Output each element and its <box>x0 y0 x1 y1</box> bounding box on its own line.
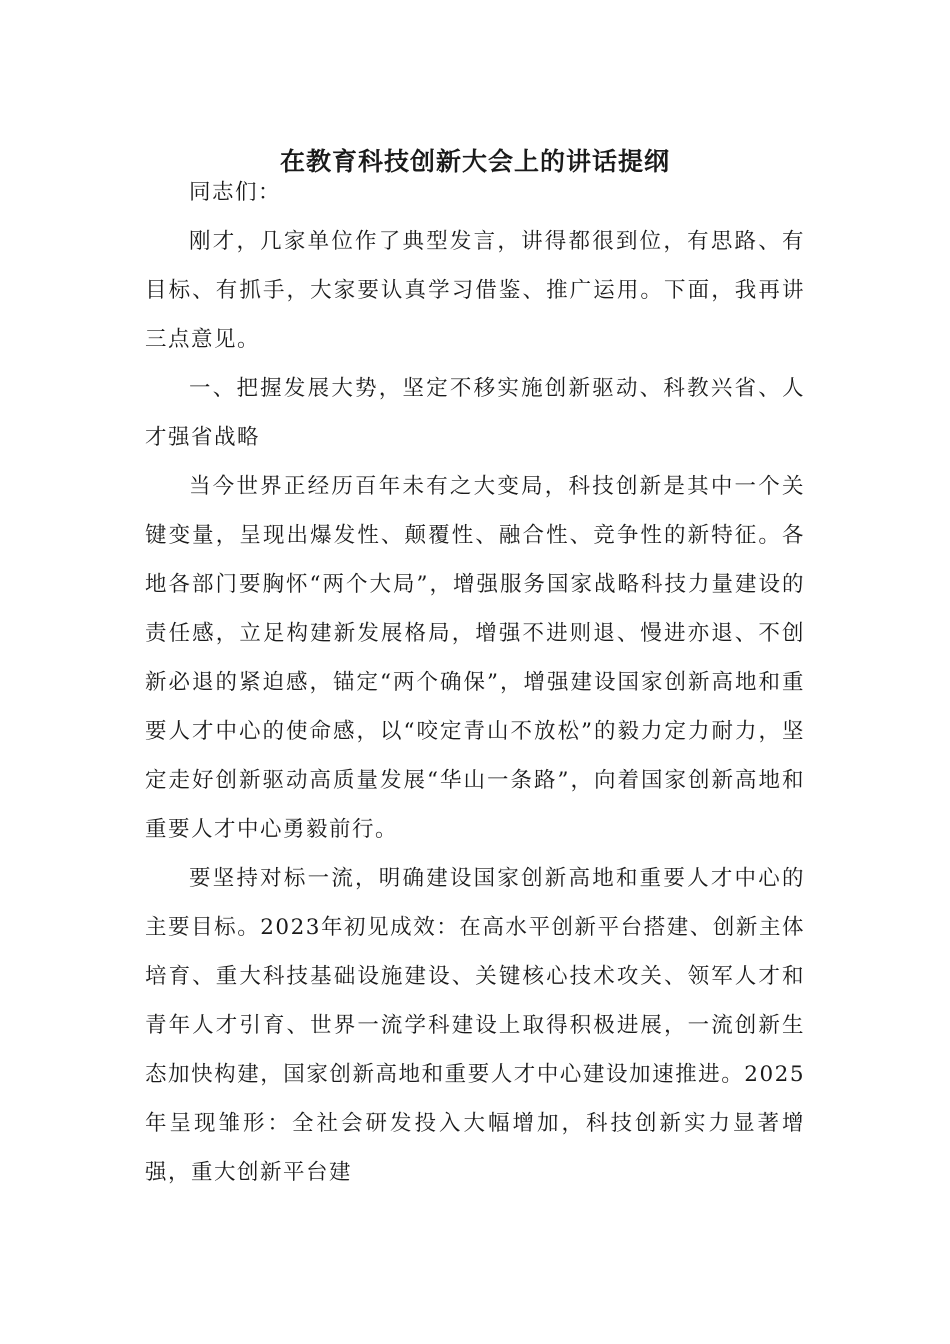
intro-paragraph: 刚才，几家单位作了典型发言，讲得都很到位，有思路、有目标、有抓手，大家要认真学习借鉴、推广运用。下面，我再讲三点意见。 <box>145 229 805 352</box>
document-body <box>145 168 805 1197</box>
section-heading-paragraph: 一、把握发展大势，坚定不移实施创新驱动、科教兴省、人才强省战略 <box>145 376 805 450</box>
document-title: 在教育科技创新大会上的讲话提纲 <box>279 147 670 176</box>
salutation-paragraph: 同志们： <box>189 180 282 205</box>
body-paragraph: 当今世界正经历百年未有之大变局，科技创新是其中一个关键变量，呈现出爆发性、颠覆性、融合性、竞争性的新特征。各地各部门要胸怀“两个大局”，增强服务国家战略科技力量建设的责任感，立足构建新发展格局，增强不进则退、慢进亦退、不创新必退的紧迫感，锚定“两个确保”，增强建设国家创新高地和重要人才中心的使命感，以“咬定青山不放松”的毅力定力耐力，坚定走好创新驱动高质量发展“华山一条路”，向着国家创新高地和重要人才中心勇毅前行。 <box>145 474 805 842</box>
body-paragraph: 要坚持对标一流，明确建设国家创新高地和重要人才中心的主要目标。2023年初见成效：在高水平创新平台搭建、创新主体培育、重大科技基础设施建设、关键核心技术攻关、领军人才和青年人才引育、世界一流学科建设上取得积极进展，一流创新生态加快构建，国家创新高地和重要人才中心建设加速推进。2025年呈现雏形：全社会研发投入大幅增加，科技创新实力显著增强，重大创新平台建 <box>145 866 805 1185</box>
